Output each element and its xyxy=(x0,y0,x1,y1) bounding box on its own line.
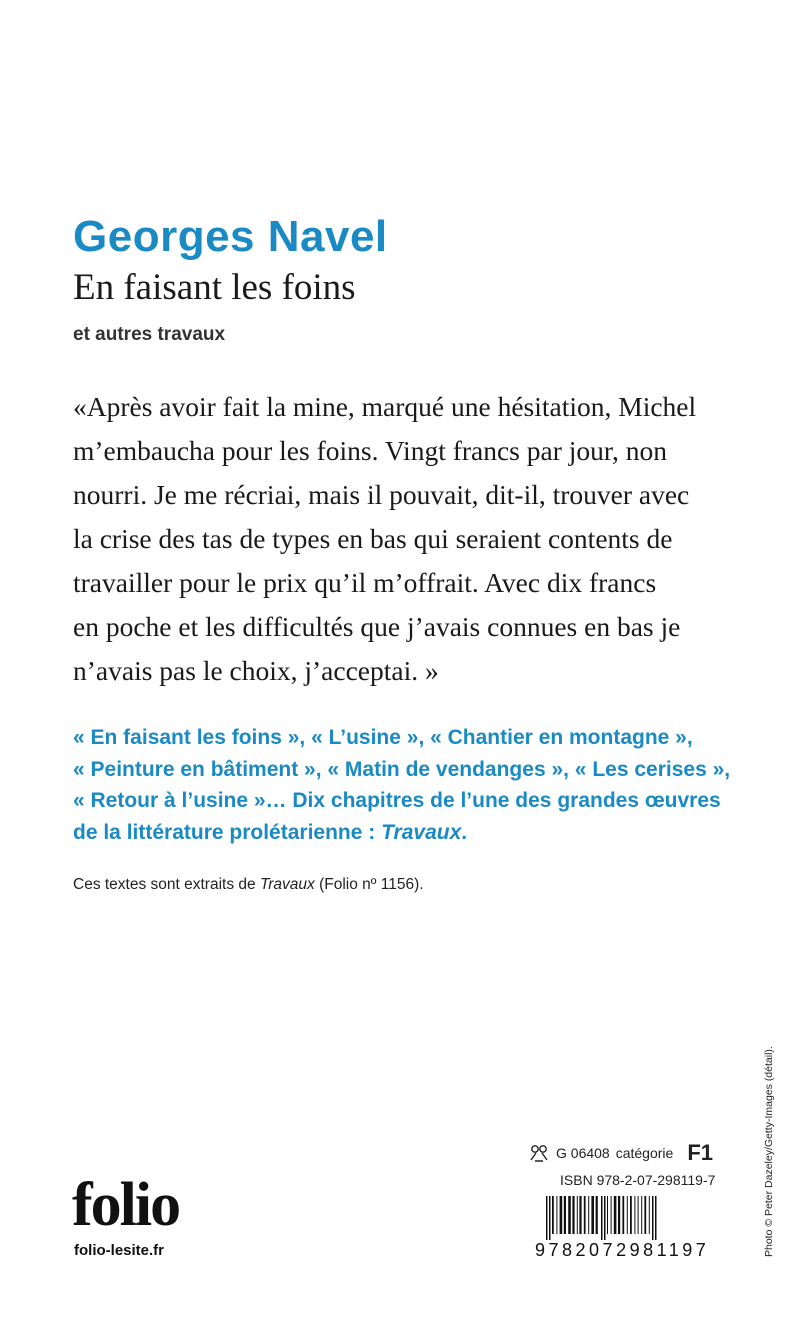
barcode-bar xyxy=(549,1196,551,1240)
category-label: catégorie xyxy=(615,1145,674,1161)
isbn-number: ISBN 978-2-07-298119-7 xyxy=(560,1172,716,1188)
barcode-bar xyxy=(634,1196,635,1234)
book-subtitle: et autres travaux xyxy=(73,324,226,345)
blurb-line4-prefix: de la littérature prolétarienne : xyxy=(73,820,382,844)
barcode-bar xyxy=(614,1196,617,1234)
quote-line: n’avais pas le choix, j’acceptai. » xyxy=(73,655,439,686)
barcode-bar xyxy=(588,1196,589,1234)
barcode-bar xyxy=(584,1196,586,1234)
barcode-bar xyxy=(618,1196,620,1234)
barcode-bar xyxy=(652,1196,654,1240)
blurb-line: « En faisant les foins », « L’usine », « Chantier en montagne », xyxy=(73,726,693,749)
book-title: En faisant les foins xyxy=(73,267,356,308)
barcode-bar xyxy=(641,1196,642,1234)
blurb-line4-italic: Travaux xyxy=(381,820,462,844)
barcode-bar xyxy=(638,1196,639,1234)
barcode-bar xyxy=(604,1196,606,1240)
barcode-bar xyxy=(572,1196,574,1234)
barcode-bar xyxy=(611,1196,612,1234)
quote-line: nourri. Je me récriai, mais il pouvait, dit-il, trouver avec xyxy=(73,479,690,510)
barcode-bar xyxy=(649,1196,650,1234)
barcode-digits: 9782072981197 xyxy=(535,1240,710,1260)
barcode-bar xyxy=(627,1196,628,1234)
blurb-line xyxy=(73,817,753,849)
barcode-bar xyxy=(622,1196,624,1234)
folio-logo: folio xyxy=(72,1171,180,1239)
quote-line: travailler pour le prix qu’il m’offrait. Avec dix francs xyxy=(73,567,657,598)
author-name: Georges Navel xyxy=(73,212,388,261)
category-code: F1 xyxy=(687,1140,713,1165)
publisher-site: folio-lesite.fr xyxy=(74,1242,165,1259)
quote-line: m’embaucha pour les foins. Vingt francs par jour, non xyxy=(73,435,667,466)
chapter-blurb xyxy=(73,722,753,848)
product-code: G 06408 xyxy=(556,1145,610,1161)
note-prefix: Ces textes sont extraits de xyxy=(73,876,260,893)
quote-line: «Après avoir fait la mine, marqué une hésitation, Michel xyxy=(73,391,697,422)
product-codes xyxy=(528,1140,713,1166)
recycle-icon xyxy=(528,1143,550,1163)
excerpt-quote xyxy=(73,385,733,693)
barcode-bar xyxy=(630,1196,632,1234)
barcode-bars xyxy=(538,1196,748,1240)
barcode-bar xyxy=(596,1196,598,1234)
quote-line: la crise des tas de types en bas qui seraient contents de xyxy=(73,523,673,554)
note-suffix: (Folio nº 1156). xyxy=(314,876,424,893)
blurb-line: « Retour à l’usine »… Dix chapitres de l’une des grandes œuvres xyxy=(73,789,721,812)
barcode-bar xyxy=(644,1196,646,1234)
barcode-bar xyxy=(564,1196,566,1234)
barcode-bar xyxy=(601,1196,603,1240)
note-italic: Travaux xyxy=(259,876,315,893)
quote-line: en poche et les difficultés que j’avais connues en bas je xyxy=(73,611,681,642)
barcode-bar xyxy=(607,1196,608,1234)
blurb-line4-suffix: . xyxy=(461,820,468,844)
source-note xyxy=(73,876,424,894)
barcode-bar xyxy=(568,1196,571,1234)
blurb-line: « Peinture en bâtiment », « Matin de vendanges », « Les cerises », xyxy=(73,757,731,781)
photo-credit: Photo © Peter Dazeley/Getty-Images (détail). xyxy=(763,1046,775,1257)
barcode-bar xyxy=(546,1196,548,1240)
barcode-bar xyxy=(579,1196,581,1234)
barcode-bar xyxy=(552,1196,554,1234)
barcode-bar xyxy=(577,1196,578,1234)
barcode xyxy=(538,1196,748,1245)
barcode-bar xyxy=(560,1196,563,1234)
barcode-bar xyxy=(591,1196,594,1234)
barcode-bar xyxy=(556,1196,557,1234)
barcode-bar xyxy=(655,1196,657,1240)
